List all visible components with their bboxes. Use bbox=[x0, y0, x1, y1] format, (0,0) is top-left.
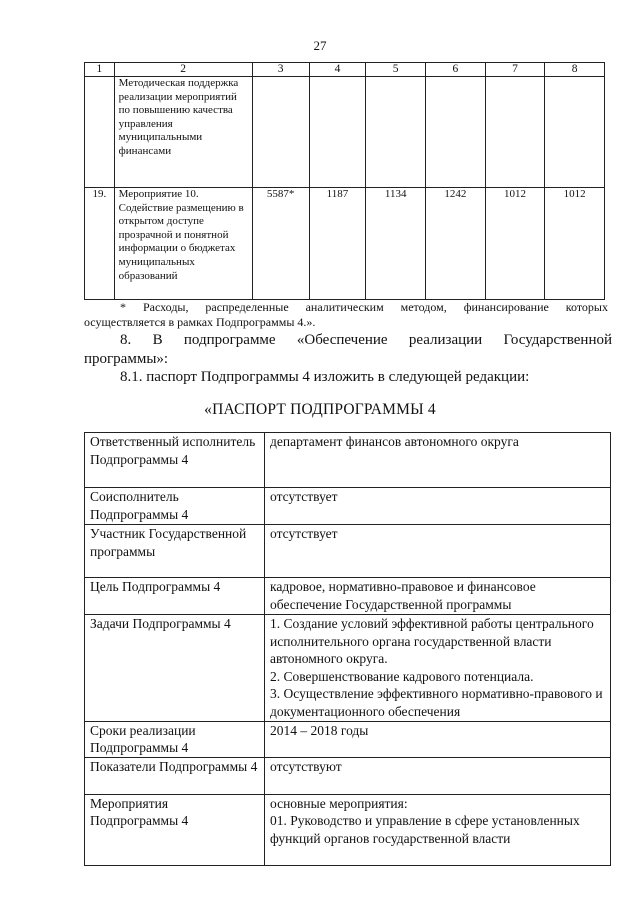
passport-value: кадровое, нормативно-правовое и финансовое обеспечение Государственной программы bbox=[265, 578, 611, 615]
passport-row-terms bbox=[85, 721, 611, 757]
passport-value: отсутствуют bbox=[265, 757, 611, 794]
passport-label: Показатели Подпрограммы 4 bbox=[85, 757, 265, 794]
paragraph-8-1: 8.1. паспорт Подпрограммы 4 изложить в следующей редакции: bbox=[120, 369, 530, 385]
passport-row-activities bbox=[85, 794, 611, 865]
activities-table bbox=[84, 62, 605, 300]
passport-label: Ответственный исполнитель Подпрограммы 4 bbox=[85, 433, 265, 488]
passport-label: Сроки реализации Подпрограммы 4 bbox=[85, 721, 265, 757]
header-col-7: 7 bbox=[485, 63, 545, 77]
continuation-text: Методическая поддержка реализации мероприятий по повышению качества управления муниципальными финансами bbox=[114, 77, 252, 188]
passport-label: Задачи Подпрограммы 4 bbox=[85, 615, 265, 722]
header-col-1: 1 bbox=[85, 63, 115, 77]
value-2015: 1134 bbox=[366, 188, 426, 300]
passport-label: Мероприятия Подпрограммы 4 bbox=[85, 794, 265, 865]
passport-value: отсутствует bbox=[265, 488, 611, 525]
row-number: 19. bbox=[85, 188, 115, 300]
passport-row-coexecutor bbox=[85, 488, 611, 525]
header-col-4: 4 bbox=[309, 63, 366, 77]
paragraph-8-line-1: 8. В подпрограмме «Обеспечение реализации Государственной bbox=[120, 332, 612, 348]
passport-label: Участник Государственной программы bbox=[85, 525, 265, 578]
passport-value: основные мероприятия: 01. Руководство и управление в сфере установленных функций органов государственной власти bbox=[265, 794, 611, 865]
passport-value: отсутствует bbox=[265, 525, 611, 578]
value-2014: 1187 bbox=[309, 188, 366, 300]
footnote-line-1: * Расходы, распределенные аналитическим методом, финансирование которых bbox=[120, 300, 608, 314]
table-row-19 bbox=[85, 188, 605, 300]
passport-value: департамент финансов автономного округа bbox=[265, 433, 611, 488]
value-2017: 1012 bbox=[485, 188, 545, 300]
value-total: 5587* bbox=[252, 188, 309, 300]
page-number: 27 bbox=[313, 38, 327, 53]
passport-value: 2014 – 2018 годы bbox=[265, 721, 611, 757]
passport-table bbox=[84, 432, 611, 866]
footnote-line-2: осуществляется в рамках Подпрограммы 4.». bbox=[84, 315, 316, 329]
paragraph-8-line-2: программы»: bbox=[84, 351, 169, 367]
header-col-5: 5 bbox=[366, 63, 426, 77]
value-2018: 1012 bbox=[545, 188, 605, 300]
table-row-continuation bbox=[85, 77, 605, 188]
paragraph-8 bbox=[84, 331, 612, 369]
passport-row-tasks bbox=[85, 615, 611, 722]
passport-row-indicators bbox=[85, 757, 611, 794]
header-col-6: 6 bbox=[425, 63, 485, 77]
activity-name: Мероприятие 10. Содействие размещению в открытом доступе прозрачной и понятной информации о бюджетах муниципальных образований bbox=[114, 188, 252, 300]
footnote bbox=[84, 300, 608, 330]
table-header-row bbox=[85, 63, 605, 77]
passport-label: Соисполнитель Подпрограммы 4 bbox=[85, 488, 265, 525]
passport-row-responsible bbox=[85, 433, 611, 488]
header-col-2: 2 bbox=[114, 63, 252, 77]
passport-row-participant bbox=[85, 525, 611, 578]
passport-label: Цель Подпрограммы 4 bbox=[85, 578, 265, 615]
passport-title: «ПАСПОРТ ПОДПРОГРАММЫ 4 bbox=[204, 401, 436, 418]
passport-value: 1. Создание условий эффективной работы центрального исполнительного органа государственной власти автономного округа. 2. Совершенствование кадрового потенциала. 3. Осуществление эффективного нормативно-правового и документационного обеспечения bbox=[265, 615, 611, 722]
passport-row-goal bbox=[85, 578, 611, 615]
header-col-8: 8 bbox=[545, 63, 605, 77]
value-2016: 1242 bbox=[425, 188, 485, 300]
header-col-3: 3 bbox=[252, 63, 309, 77]
